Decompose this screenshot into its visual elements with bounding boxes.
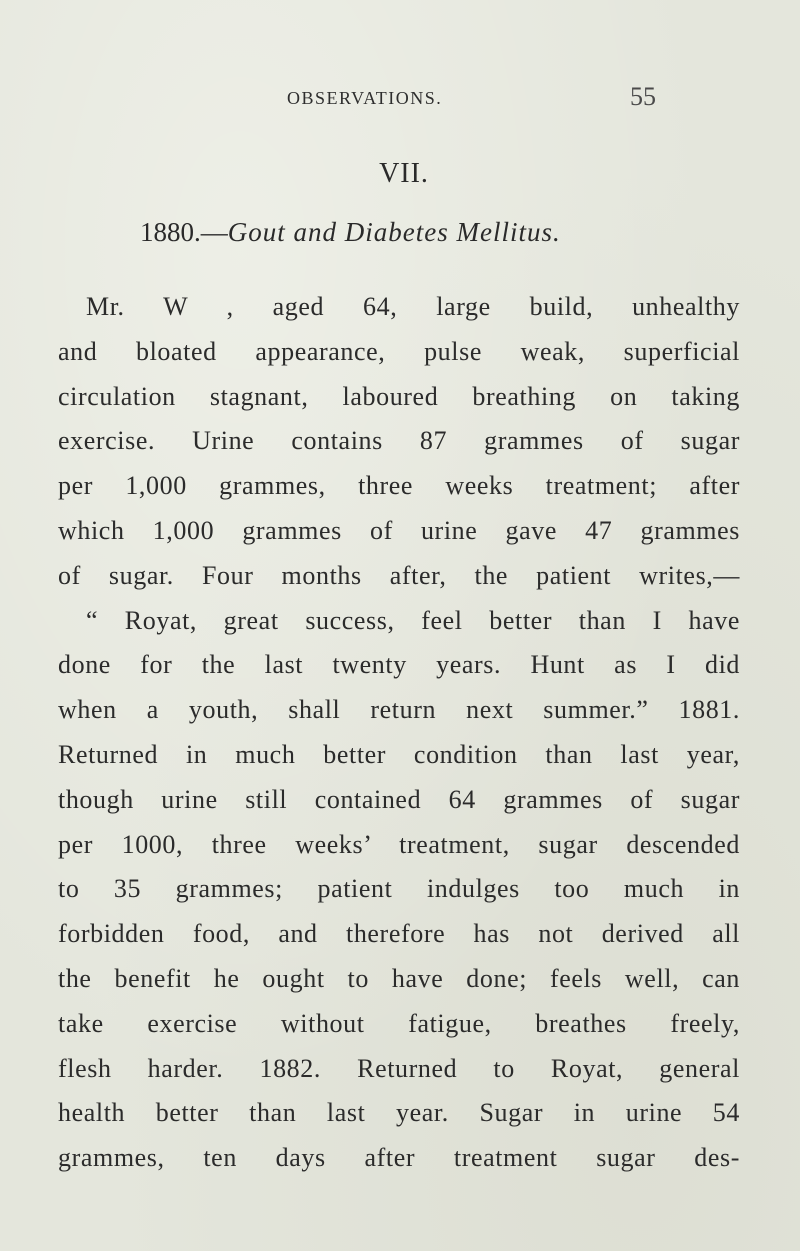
text-line: Returned in much better condition than last year, [58,739,740,769]
text-line: grammes, ten days after treatment sugar des- [58,1143,740,1173]
text-line: forbidden food, and therefore has not derived all [58,919,740,949]
text-line: which 1,000 grammes of urine gave 47 grammes [58,515,740,545]
text-line: though urine still contained 64 grammes of sugar [58,784,740,814]
text-line: when a youth, shall return next summer.” 1881. [58,695,740,725]
text-line: per 1,000 grammes, three weeks treatment; after [58,471,740,501]
section-title [140,217,561,248]
text-line: exercise. Urine contains 87 grammes of sugar [58,426,740,456]
running-head: OBSERVATIONS. [287,88,443,108]
text-line: “ Royat, great success, feel better than I have [86,605,740,635]
section-year: 1880.— [140,217,228,247]
text-line: to 35 grammes; patient indulges too much in [58,874,740,904]
text-line: health better than last year. Sugar in urine 54 [58,1098,740,1128]
text-line: and bloated appearance, pulse weak, superficial [58,336,740,366]
text-line: circulation stagnant, laboured breathing on taking [58,381,740,411]
section-numeral: VII. [379,158,429,189]
text-line: of sugar. Four months after, the patient writes,— [58,560,740,590]
text-line: flesh harder. 1882. Returned to Royat, general [58,1053,740,1083]
text-line: Mr. W , aged 64, large build, unhealthy [86,292,740,321]
page-number: 55 [630,82,656,111]
body-text [58,285,740,1181]
text-line: per 1000, three weeks’ treatment, sugar descended [58,829,740,859]
text-line: the benefit he ought to have done; feels well, can [58,963,740,993]
text-line: done for the last twenty years. Hunt as I did [58,650,740,680]
section-title-text: Gout and Diabetes Mellitus. [227,217,561,247]
text-line: take exercise without fatigue, breathes freely, [58,1008,740,1038]
